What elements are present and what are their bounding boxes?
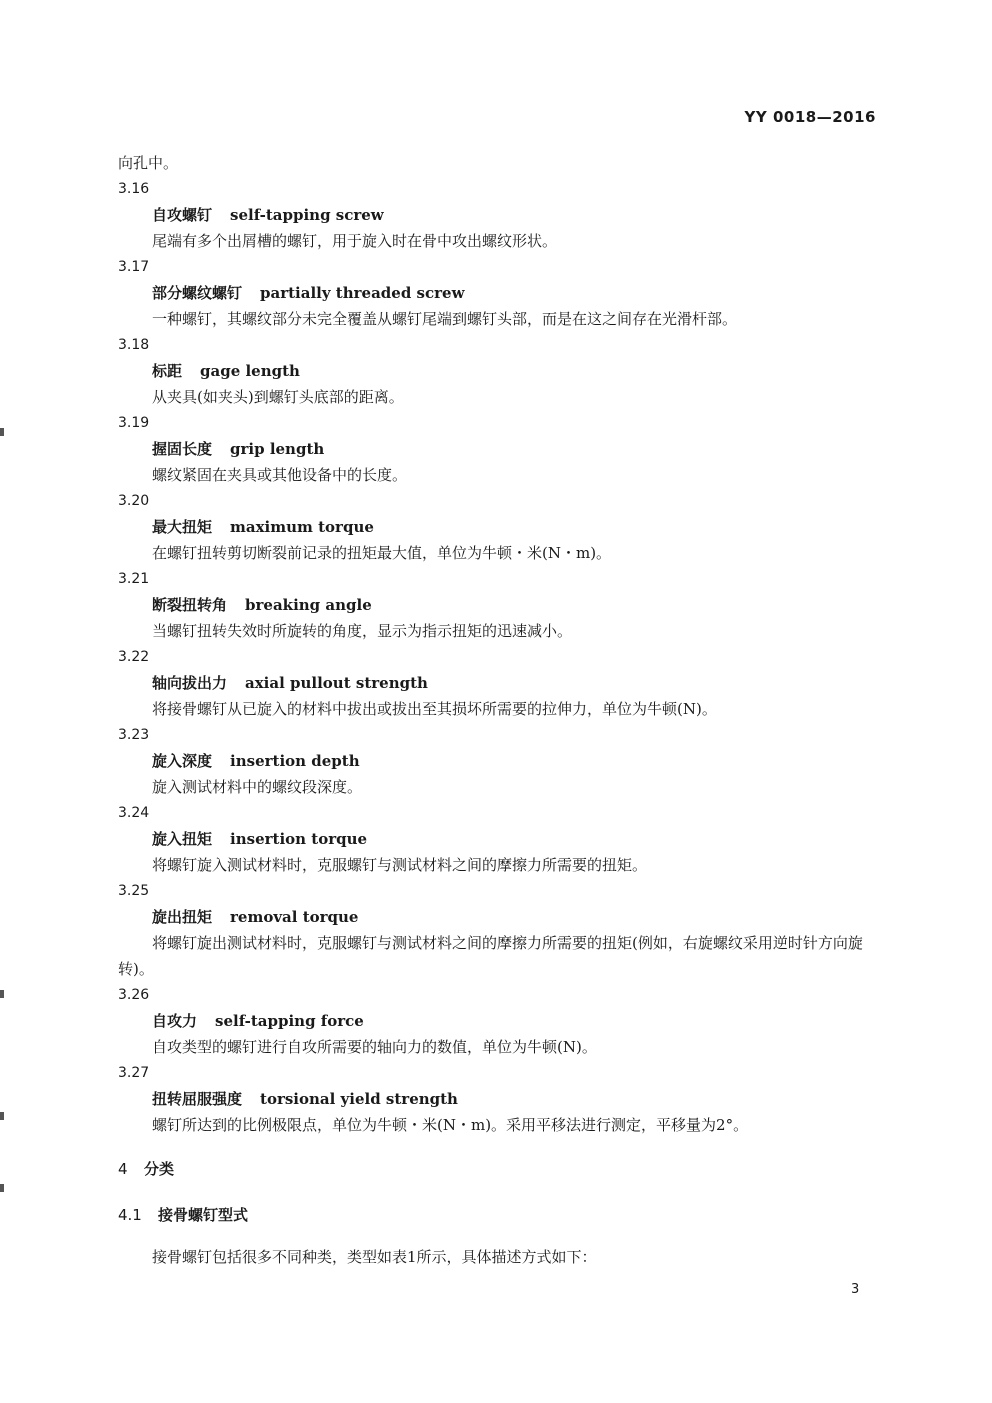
term-3-20	[118, 488, 880, 566]
term-number: 3.24	[118, 805, 150, 821]
term-definition: 将螺钉旋入测试材料时，克服螺钉与测试材料之间的摩擦力所需要的扭矩。	[152, 856, 648, 874]
term-heading	[118, 826, 880, 852]
term-chinese: 握固长度	[152, 440, 213, 458]
term-chinese: 旋入扭矩	[152, 830, 213, 848]
term-number: 3.27	[118, 1065, 150, 1081]
term-english: removal torque	[230, 908, 359, 926]
term-definition: 从夹具(如夹头)到螺钉头底部的距离。	[152, 388, 404, 406]
term-heading	[118, 1086, 880, 1112]
page-number: 3	[851, 1282, 860, 1297]
section-title: 分类	[144, 1160, 175, 1178]
term-definition: 螺纹紧固在夹具或其他设备中的长度。	[152, 466, 408, 484]
term-chinese: 最大扭矩	[152, 518, 213, 536]
term-3-18	[118, 332, 880, 410]
section-number: 4	[118, 1160, 128, 1178]
term-chinese: 轴向拔出力	[152, 674, 228, 692]
subsection-title: 接骨螺钉型式	[158, 1206, 249, 1224]
term-3-22	[118, 644, 880, 722]
term-definition: 尾端有多个出屑槽的螺钉，用于旋入时在骨中攻出螺纹形状。	[152, 232, 558, 250]
term-chinese: 旋出扭矩	[152, 908, 213, 926]
term-3-17	[118, 254, 880, 332]
section-4-1-heading	[118, 1202, 880, 1228]
term-definition: 螺钉所达到的比例极限点，单位为牛顿・米(N・m)。采用平移法进行测定，平移量为2°。	[152, 1116, 749, 1134]
term-number: 3.17	[118, 259, 150, 275]
term-english: breaking angle	[245, 596, 372, 614]
term-number: 3.19	[118, 415, 150, 431]
term-definition: 旋入测试材料中的螺纹段深度。	[152, 778, 363, 796]
term-english: torsional yield strength	[260, 1090, 458, 1108]
term-english: gage length	[200, 362, 300, 380]
term-3-19	[118, 410, 880, 488]
term-english: insertion torque	[230, 830, 368, 848]
scan-edge-mark	[0, 1112, 4, 1120]
term-english: grip length	[230, 440, 325, 458]
subsection-number: 4.1	[118, 1206, 142, 1224]
term-heading	[118, 358, 880, 384]
term-number: 3.22	[118, 649, 150, 665]
term-english: axial pullout strength	[245, 674, 428, 692]
term-definition: 在螺钉扭转剪切断裂前记录的扭矩最大值，单位为牛顿・米(N・m)。	[152, 544, 612, 562]
term-3-25	[118, 878, 880, 982]
term-english: maximum torque	[230, 518, 374, 536]
term-chinese: 扭转屈服强度	[152, 1090, 243, 1108]
scan-edge-mark	[0, 1184, 4, 1192]
term-heading	[118, 904, 880, 930]
term-definition: 将螺钉旋出测试材料时，克服螺钉与测试材料之间的摩擦力所需要的扭矩(例如，右旋螺纹采用逆时针方向旋转)。	[118, 934, 863, 978]
term-definition: 将接骨螺钉从已旋入的材料中拔出或拔出至其损坏所需要的拉伸力，单位为牛顿(N)。	[152, 700, 717, 718]
term-number: 3.20	[118, 493, 150, 509]
term-number: 3.25	[118, 883, 150, 899]
term-heading	[118, 1008, 880, 1034]
term-chinese: 旋入深度	[152, 752, 213, 770]
term-english: insertion depth	[230, 752, 360, 770]
term-number: 3.26	[118, 987, 150, 1003]
term-3-24	[118, 800, 880, 878]
term-3-27	[118, 1060, 880, 1138]
scan-edge-mark	[0, 990, 4, 998]
term-heading	[118, 436, 880, 462]
term-definition: 自攻类型的螺钉进行自攻所需要的轴向力的数值，单位为牛顿(N)。	[152, 1038, 597, 1056]
section-4-heading	[118, 1156, 880, 1182]
term-3-26	[118, 982, 880, 1060]
term-chinese: 标距	[152, 362, 183, 380]
term-chinese: 自攻力	[152, 1012, 198, 1030]
term-chinese: 断裂扭转角	[152, 596, 228, 614]
term-definition: 一种螺钉，其螺纹部分未完全覆盖从螺钉尾端到螺钉头部，而是在这之间存在光滑杆部。	[152, 310, 738, 328]
term-3-23	[118, 722, 880, 800]
section-4-1-paragraph: 接骨螺钉包括很多不同种类，类型如表1所示，具体描述方式如下：	[152, 1248, 597, 1266]
term-heading	[118, 202, 880, 228]
scan-edge-mark	[0, 428, 4, 436]
term-definition: 当螺钉扭转失效时所旋转的角度，显示为指示扭矩的迅速减小。	[152, 622, 573, 640]
term-heading	[118, 514, 880, 540]
term-heading	[118, 670, 880, 696]
continued-text: 向孔中。	[118, 154, 179, 172]
term-english: self-tapping force	[215, 1012, 364, 1030]
term-heading	[118, 592, 880, 618]
term-3-21	[118, 566, 880, 644]
term-number: 3.18	[118, 337, 150, 353]
term-heading	[118, 748, 880, 774]
term-english: partially threaded screw	[260, 284, 465, 302]
term-chinese: 部分螺纹螺钉	[152, 284, 243, 302]
page-content	[118, 150, 880, 1270]
term-heading	[118, 280, 880, 306]
term-number: 3.23	[118, 727, 150, 743]
term-english: self-tapping screw	[230, 206, 384, 224]
standard-code: YY 0018—2016	[744, 108, 876, 126]
term-number: 3.16	[118, 181, 150, 197]
term-chinese: 自攻螺钉	[152, 206, 213, 224]
term-number: 3.21	[118, 571, 150, 587]
term-3-16	[118, 176, 880, 254]
